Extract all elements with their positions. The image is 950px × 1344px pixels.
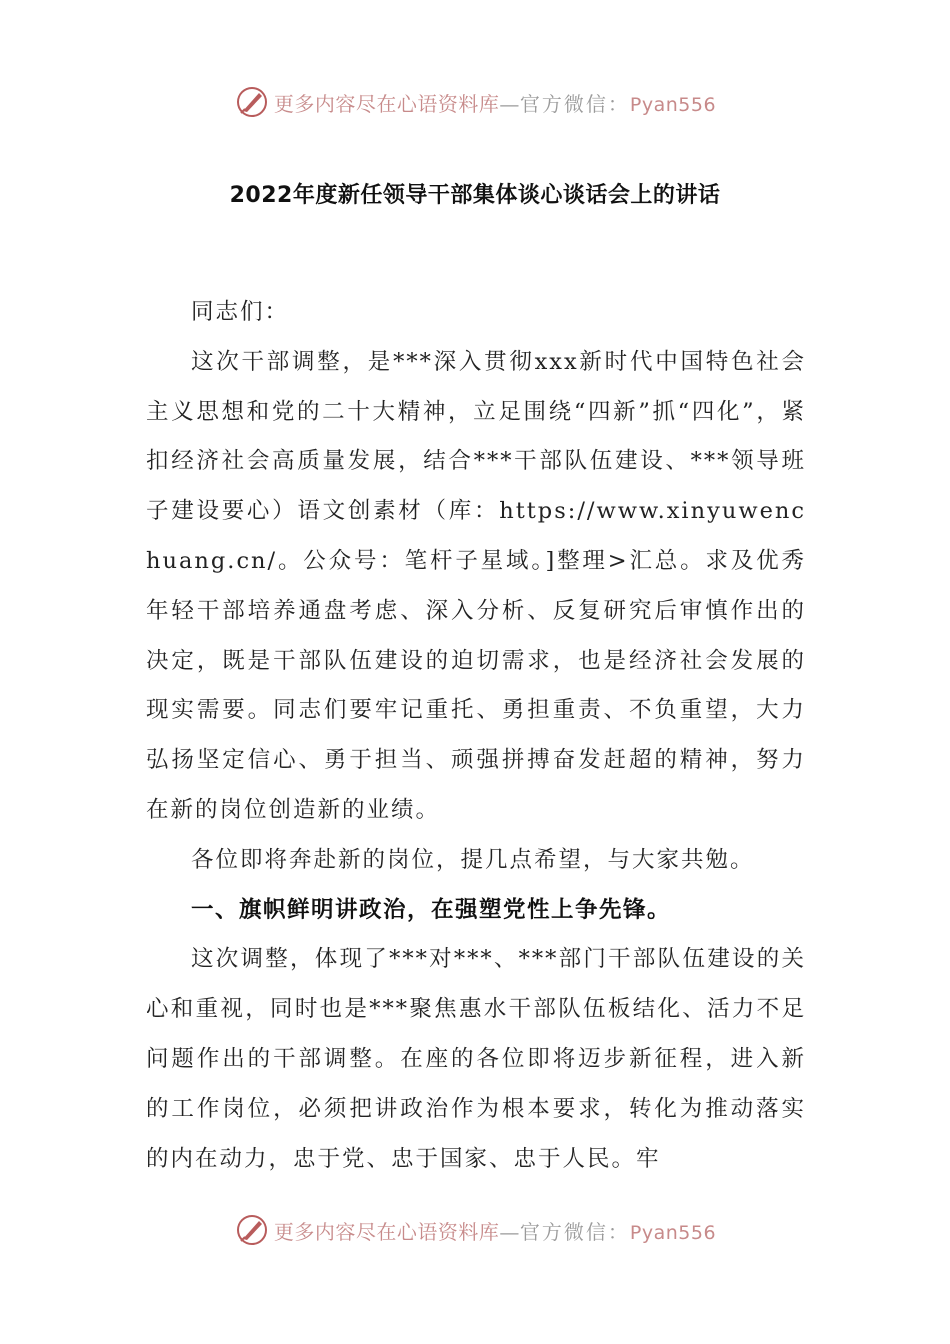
- watermark-wechat-label: 官方微信：: [519, 91, 630, 116]
- document-title: 2022年度新任领导干部集体谈心谈话会上的讲话: [229, 183, 721, 208]
- section-heading: 一、旗帜鲜明讲政治，在强塑党性上争先锋。: [191, 896, 672, 923]
- watermark-wechat-id: Pyan556: [629, 1221, 717, 1244]
- watermark-wechat-id: Pyan556: [629, 93, 717, 116]
- watermark-dash: —: [499, 1219, 520, 1244]
- watermark-banner-top: [0, 80, 950, 124]
- watermark-banner-bottom: [0, 1208, 950, 1252]
- watermark-dash: —: [499, 91, 520, 116]
- quill-logo-icon: [234, 1212, 270, 1248]
- paragraph: 这次干部调整，是***深入贯彻xxx新时代中国特色社会主义思想和党的二十大精神，立足围绕“四新”抓“四化”，紧扣经济社会高质量发展，结合***干部队伍建设、***领导班子建设要心）语文创素材（库：https://www.xinyuwenchuang.cn/。公众号：笔杆子星域。]整理>汇总。求及优秀年轻干部培养通盘考虑、深入分析、反复研究后审慎作出的决定，既是干部队伍建设的迫切需求，也是经济社会发展的现实需要。同志们要牢记重托、勇担重责、不负重望，大力弘扬坚定信心、勇于担当、顽强拼搏奋发赶超的精神，努力在新的岗位创造新的业绩。: [146, 348, 806, 823]
- paragraph: 各位即将奔赴新的岗位，提几点希望，与大家共勉。: [191, 846, 755, 873]
- watermark-wechat-label: 官方微信：: [519, 1219, 630, 1244]
- watermark-line: 更多内容尽在心语资料库: [273, 1219, 500, 1244]
- watermark-text: [274, 1216, 716, 1245]
- quill-logo-icon: [234, 84, 270, 120]
- document-body: [146, 288, 806, 1184]
- paragraph: 同志们：: [191, 299, 290, 325]
- watermark-line: 更多内容尽在心语资料库: [273, 91, 500, 116]
- paragraph: 这次调整，体现了***对***、***部门干部队伍建设的关心和重视，同时也是***聚焦惠水干部队伍板结化、活力不足问题作出的干部调整。在座的各位即将迈步新征程，进入新的工作岗位，必须把讲政治作为根本要求，转化为推动落实的内在动力，忠于党、忠于国家、忠于人民。牢: [146, 946, 806, 1172]
- watermark-text: [274, 88, 716, 117]
